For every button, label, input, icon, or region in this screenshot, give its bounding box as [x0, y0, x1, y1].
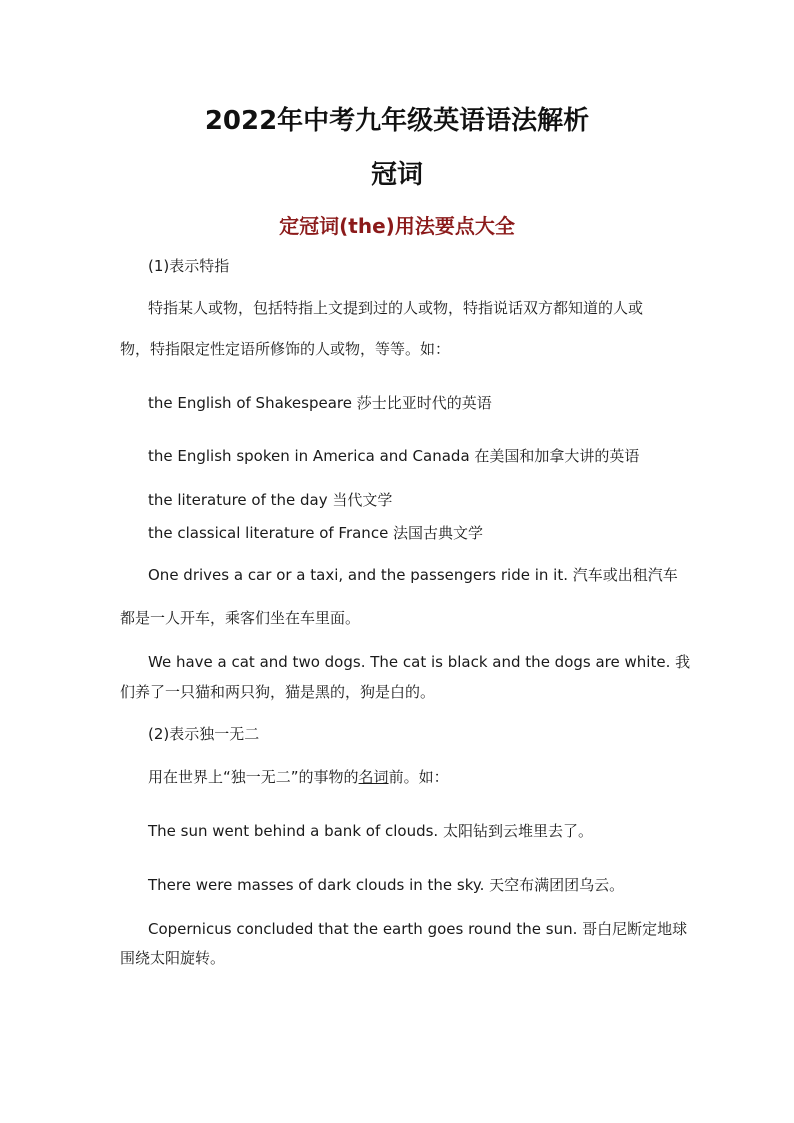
section-heading: 定冠词(the)用法要点大全: [279, 214, 515, 238]
example-line: The sun went behind a bank of clouds. 太阳钻到云堆里去了。: [148, 822, 593, 840]
example-line: There were masses of dark clouds in the sky. 天空布满团团乌云。: [148, 876, 625, 894]
example-line: Copernicus concluded that the earth goes round the sun. 哥白尼断定地球: [148, 920, 688, 938]
subsection-heading-1: (1)表示特指: [148, 257, 230, 275]
example-line: the classical literature of France 法国古典文学: [148, 524, 484, 542]
example-line: the literature of the day 当代文学: [148, 491, 393, 509]
paragraph-text: 用在世界上“独一无二”的事物的: [148, 768, 359, 786]
subsection-heading-2: (2)表示独一无二: [148, 725, 260, 743]
page-subtitle: 冠词: [370, 160, 423, 190]
example-line: the English spoken in America and Canada 在美国和加拿大讲的英语: [148, 447, 640, 465]
paragraph-text: 前。如：: [388, 768, 449, 786]
term-link[interactable]: 名词: [358, 768, 389, 786]
paragraph-line: 特指某人或物，包括特指上文提到过的人或物，特指说话双方都知道的人或: [148, 299, 644, 317]
page-title: 2022年中考九年级英语语法解析: [204, 106, 590, 136]
example-line: 们养了一只猫和两只狗，猫是黑的，狗是白的。: [120, 683, 436, 701]
paragraph-line: 物，特指限定性定语所修饰的人或物，等等。如：: [120, 340, 451, 358]
paragraph-line: [148, 766, 449, 787]
example-line: 围绕太阳旋转。: [120, 949, 226, 967]
example-line: the English of Shakespeare 莎士比亚时代的英语: [148, 394, 492, 412]
example-line: One drives a car or a taxi, and the passengers ride in it. 汽车或出租汽车: [148, 566, 678, 584]
example-line: We have a cat and two dogs. The cat is black and the dogs are white. 我: [148, 653, 691, 671]
example-line: 都是一人开车，乘客们坐在车里面。: [120, 609, 361, 627]
